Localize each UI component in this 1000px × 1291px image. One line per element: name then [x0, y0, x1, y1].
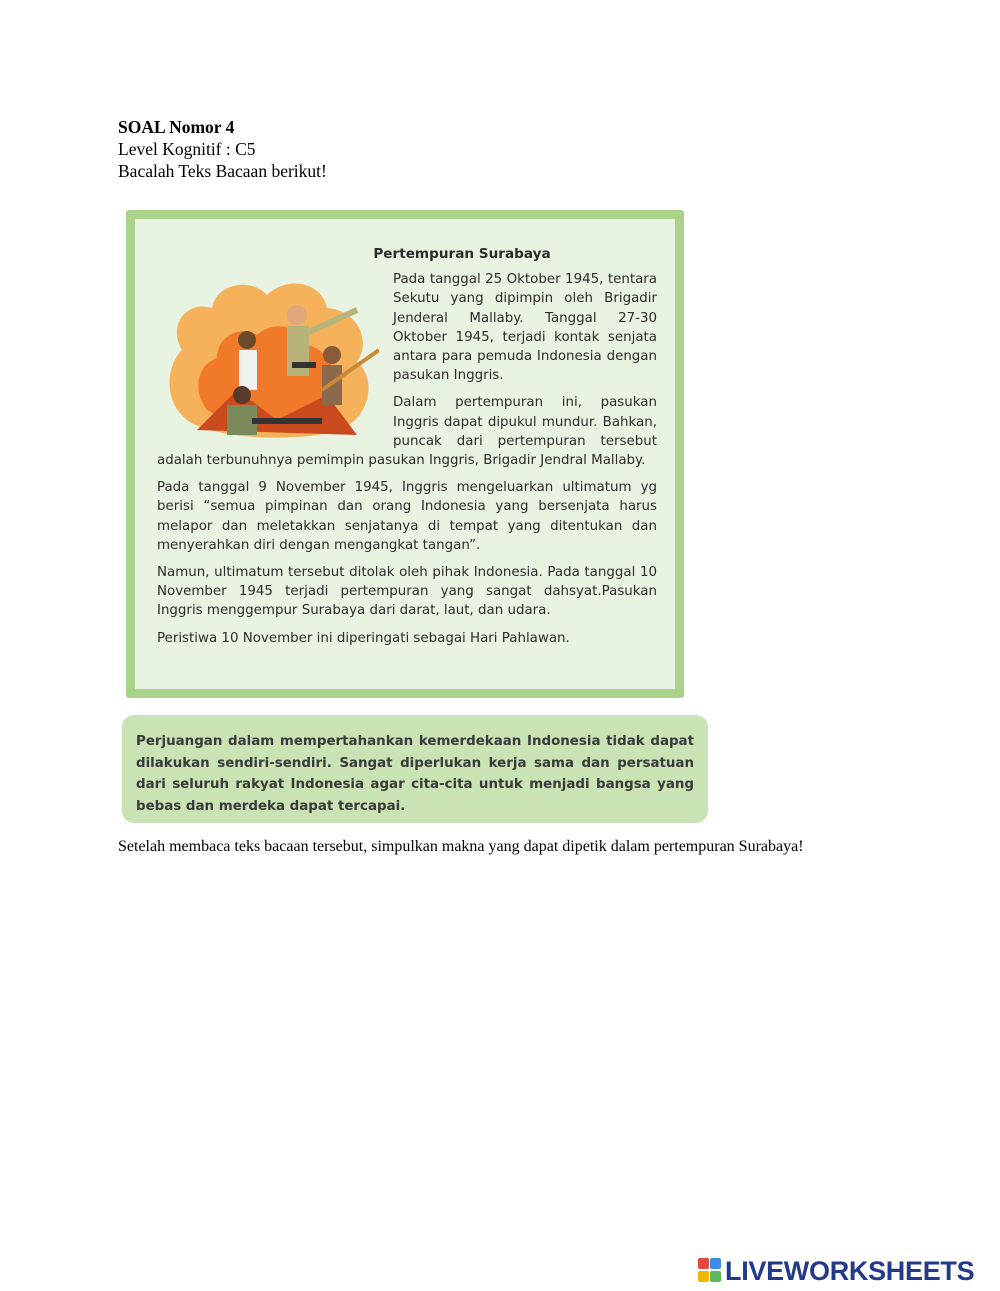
logo-text: LIVEWORKSHEETS [725, 1255, 975, 1286]
question-text: Setelah membaca teks bacaan tersebut, simpulkan makna yang dapat dipetik dalam pertempuran Surabaya! [118, 838, 804, 855]
reading-title: Pertempuran Surabaya [373, 246, 551, 262]
question-header [118, 116, 327, 182]
instruction-text: Bacalah Teks Bacaan berikut! [118, 161, 327, 181]
reading-paragraph: Dalam pertempuran ini, pasukan Inggris dapat dipukul mundur. Bahkan, puncak dari pertempuran tersebut adalah terbunuhnya pemimpin pasukan Inggris, Brigadir Jendral Mallaby. [157, 395, 657, 469]
liveworksheets-logo [698, 1256, 974, 1286]
summary-note: Perjuangan dalam mempertahankan kemerdekaan Indonesia tidak dapat dilakukan sendiri-sendiri. Sangat diperlukan kerja sama dan persatuan dari seluruh rakyat Indonesia agar cita-cita untuk menjadi bangsa yang bebas dan merdeka dapat tercapai. [122, 715, 708, 823]
reading-paragraph: Peristiwa 10 November ini diperingati sebagai Hari Pahlawan. [157, 630, 570, 646]
reading-card [126, 210, 684, 698]
battle-illustration [157, 270, 379, 442]
logo-icon [698, 1258, 722, 1284]
cognitive-level: Level Kognitif : C5 [118, 139, 256, 159]
reading-paragraph: Pada tanggal 9 November 1945, Inggris mengeluarkan ultimatum yg berisi “semua pimpinan dan orang Indonesia yang bersenjata harus melapor dan meletakkan senjatanya di tempat yang ditentukan dan menyerahkan diri dengan mengangkat tangan”. [157, 480, 657, 553]
reading-paragraph: Pada tanggal 25 Oktober 1945, tentara Sekutu yang dipimpin oleh Brigadir Jenderal Mallaby. Tanggal 27-30 Oktober 1945, terjadi kontak senjata antara para pemuda Indonesia dengan pasukan Inggris. [393, 272, 657, 384]
reading-paragraph: Namun, ultimatum tersebut ditolak oleh pihak Indonesia. Pada tanggal 10 November 1945 terjadi pertempuran yang sangat dahsyat.Pasukan Inggris menggempur Surabaya dari darat, laut, dan udara. [157, 565, 657, 619]
question-title: SOAL Nomor 4 [118, 117, 235, 137]
